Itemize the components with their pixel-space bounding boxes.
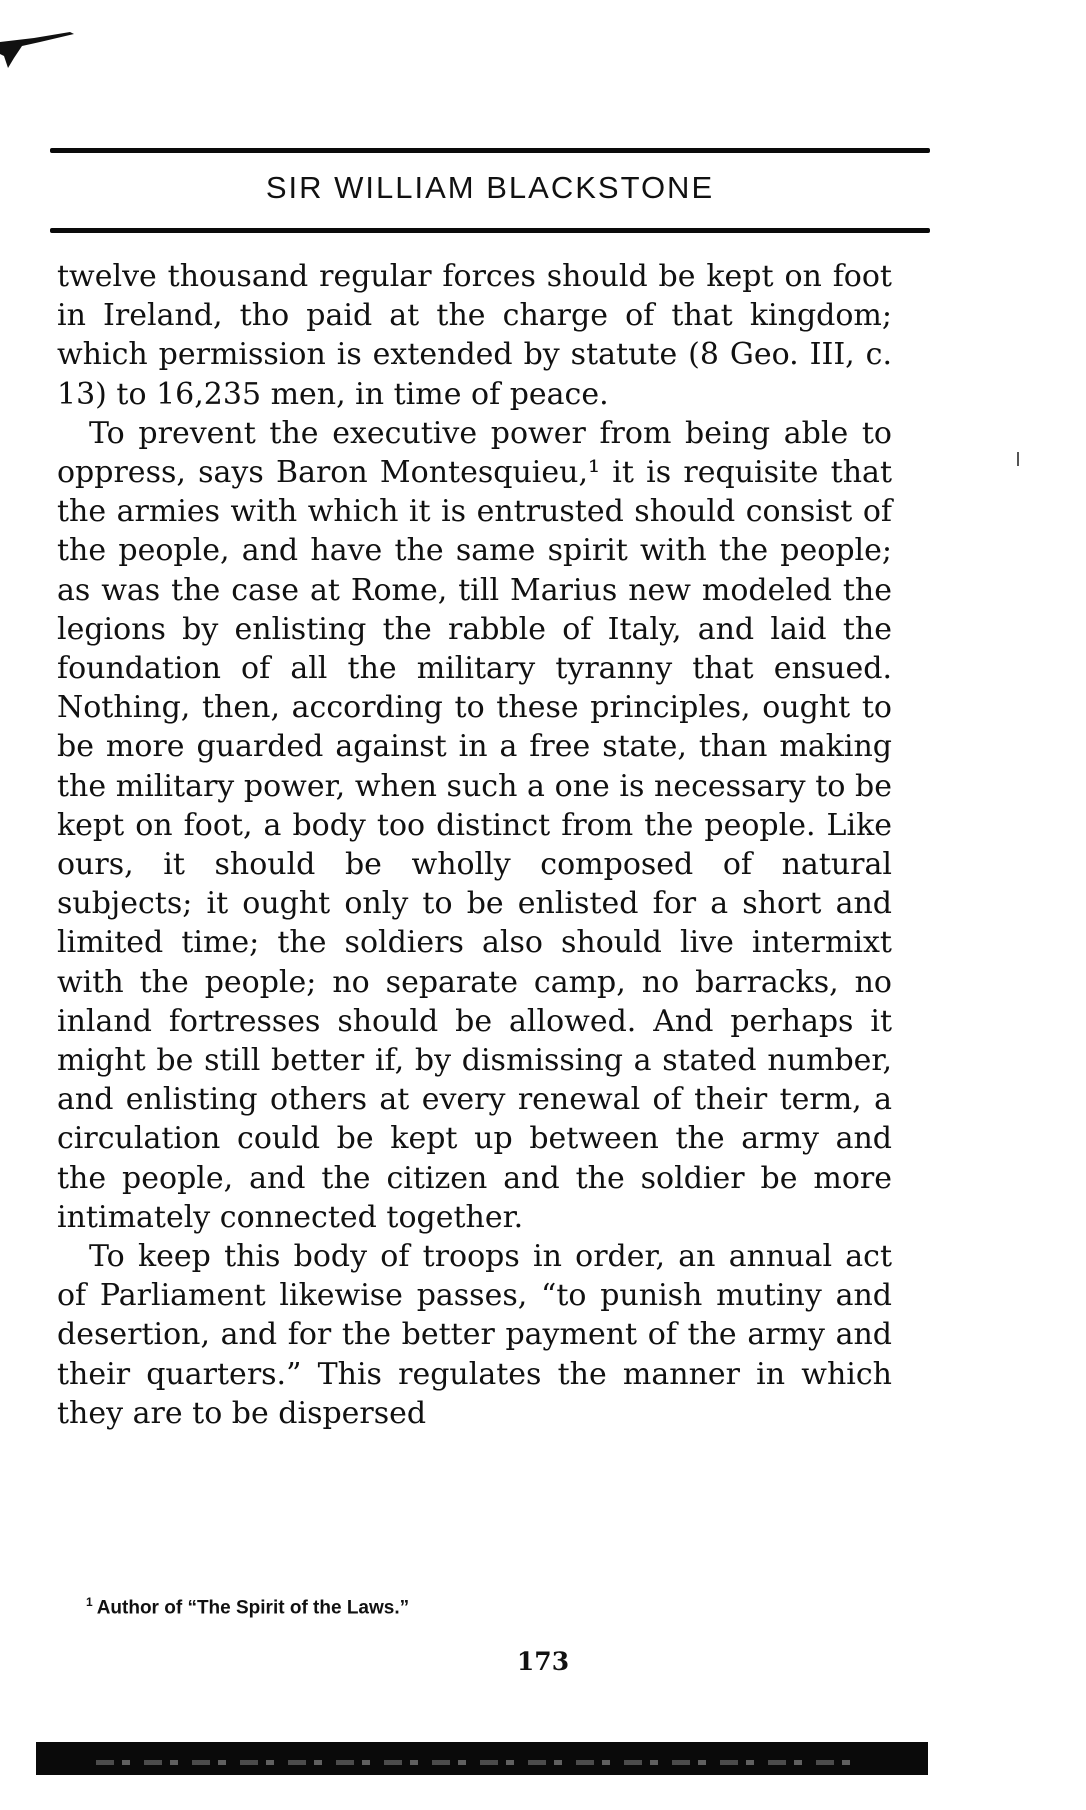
- footnote-marker: 1: [86, 1595, 93, 1609]
- paragraph-mutiny-act: To keep this body of troops in order, an annual act of Parliament likewise passes, “to punish mutiny and desertion, and for the better payment of the army and their quarters.” This regulates the manner in which they are to be dispersed: [57, 1239, 892, 1431]
- margin-mark: [1017, 452, 1019, 466]
- body-text: [57, 257, 892, 1433]
- header-bottom-rule: [50, 228, 930, 233]
- footnote: [86, 1595, 409, 1619]
- running-title: SIR WILLIAM BLACKSTONE: [265, 170, 715, 205]
- footnote-text: Author of “The Spirit of the Laws.”: [96, 1597, 410, 1619]
- header-top-rule: [50, 148, 930, 153]
- bottom-scan-band: [36, 1742, 928, 1775]
- corner-ink-mark: [0, 24, 80, 74]
- bottom-band-streak: [96, 1760, 856, 1765]
- page-number: 173: [516, 1647, 570, 1676]
- paragraph-continuation: twelve thousand regular forces should be kept on foot in Ireland, tho paid at the charge of that kingdom; which permission is extended by statute (8 Geo. III, c. 13) to 16,235 men, in time of peace.: [57, 259, 892, 412]
- paragraph-montesquieu: To prevent the executive power from being able to oppress, says Baron Montesquieu,¹ it is requisite that the armies with which it is entrusted should consist of the people, and have the same spirit with the people; as was the case at Rome, till Marius new modeled the legions by enlisting the rabble of Italy, and laid the foundation of all the military tyranny that ensued. Nothing, then, according to these principles, ought to be more guarded against in a free state, than making the military power, when such a one is necessary to be kept on foot, a body too distinct from the people. Like ours, it should be wholly composed of natural subjects; it ought only to be enlisted for a short and limited time; the soldiers also should live intermixt with the people; no separate camp, no barracks, no inland fortresses should be allowed. And perhaps it might be still better if, by dismissing a stated number, and enlisting others at every renewal of their term, a circulation could be kept up between the army and the people, and the citizen and the soldier be more intimately connected together.: [57, 415, 892, 1235]
